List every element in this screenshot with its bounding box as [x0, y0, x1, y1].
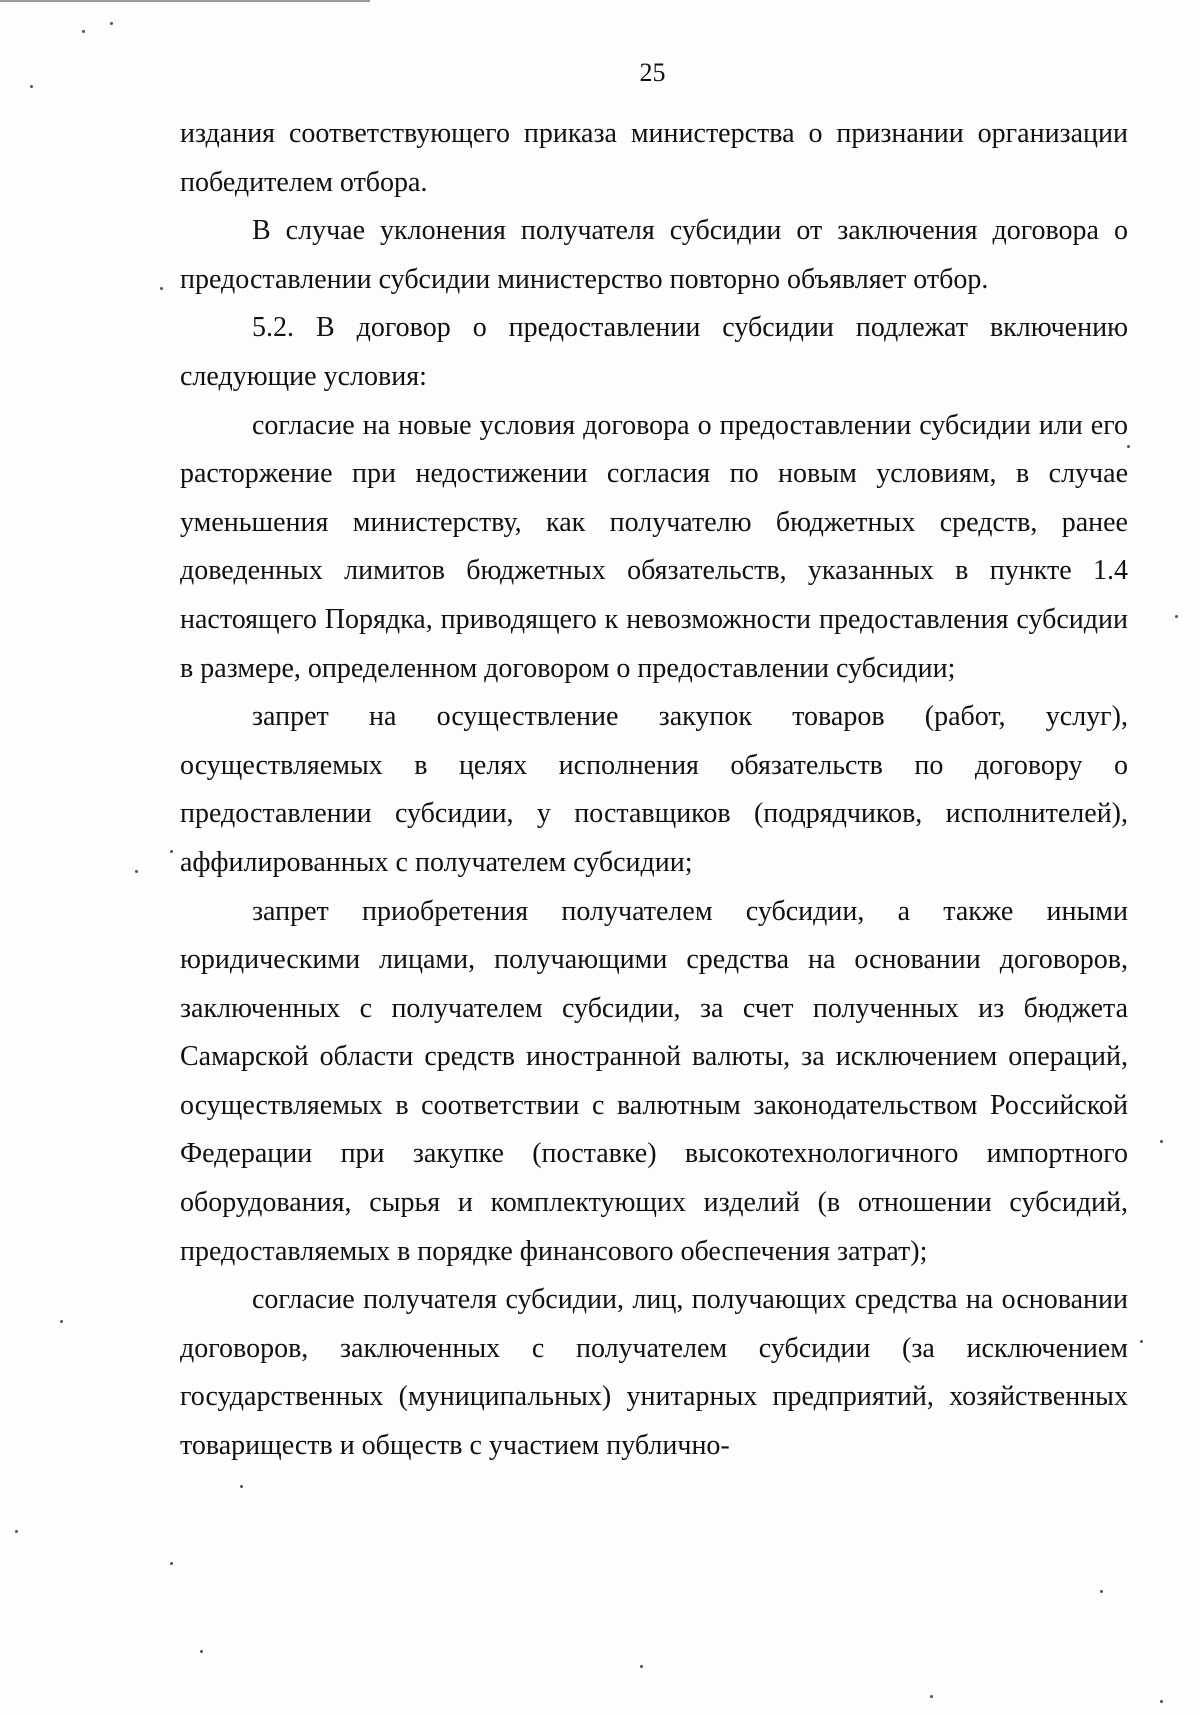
- paragraph-5: запрет на осуществление закупок товаров (работ, услуг), осуществляемых в целях исполнения обязательств по договору о предоставлении субсидии, у поставщиков (подрядчиков, исполнителей), аффилированных с получателем субсидии;: [180, 701, 1128, 878]
- paragraph-6: запрет приобретения получателем субсидии, а также иными юридическими лицами, получающими средства на основании договоров, заключенных с получателем субсидии, за счет полученных из бюджета Самарской области средств иностранной валюты, за исключением операций, осуществляемых в соответствии с валютным законодательством Российской Федерации при закупке (поставке) высокотехнологичного импортного оборудования, сырья и комплектующих изделий (в отношении субсидий, предоставляемых в порядке финансового обеспечения затрат);: [180, 895, 1128, 1267]
- paragraph-7: согласие получателя субсидии, лиц, получающих средства на основании договоров, заключенных с получателем субсидии (за исключением государственных (муниципальных) унитарных предприятий, хозяйственных товариществ и обществ с участием публично-: [180, 1284, 1128, 1462]
- document-body: [180, 110, 1128, 1471]
- page-number: 25: [639, 58, 666, 87]
- scan-edge-line: [0, 0, 370, 2]
- paragraph-1: издания соответствующего приказа министерства о признании организации победителем отбора.: [180, 118, 1128, 198]
- paragraph-4: согласие на новые условия договора о предоставлении субсидии или его расторжение при недостижении согласия по новым условиям, в случае уменьшения министерству, как получателю бюджетных средств, ранее доведенных лимитов бюджетных обязательств, указанных в пункте 1.4 настоящего Порядка, приводящего к невозможности предоставления субсидии в размере, определенном договором о предоставлении субсидии;: [180, 409, 1128, 684]
- paragraph-2: В случае уклонения получателя субсидии от заключения договора о предоставлении субсидии министерство повторно объявляет отбор.: [180, 215, 1128, 295]
- paragraph-3: 5.2. В договор о предоставлении субсидии подлежат включению следующие условия:: [180, 312, 1128, 392]
